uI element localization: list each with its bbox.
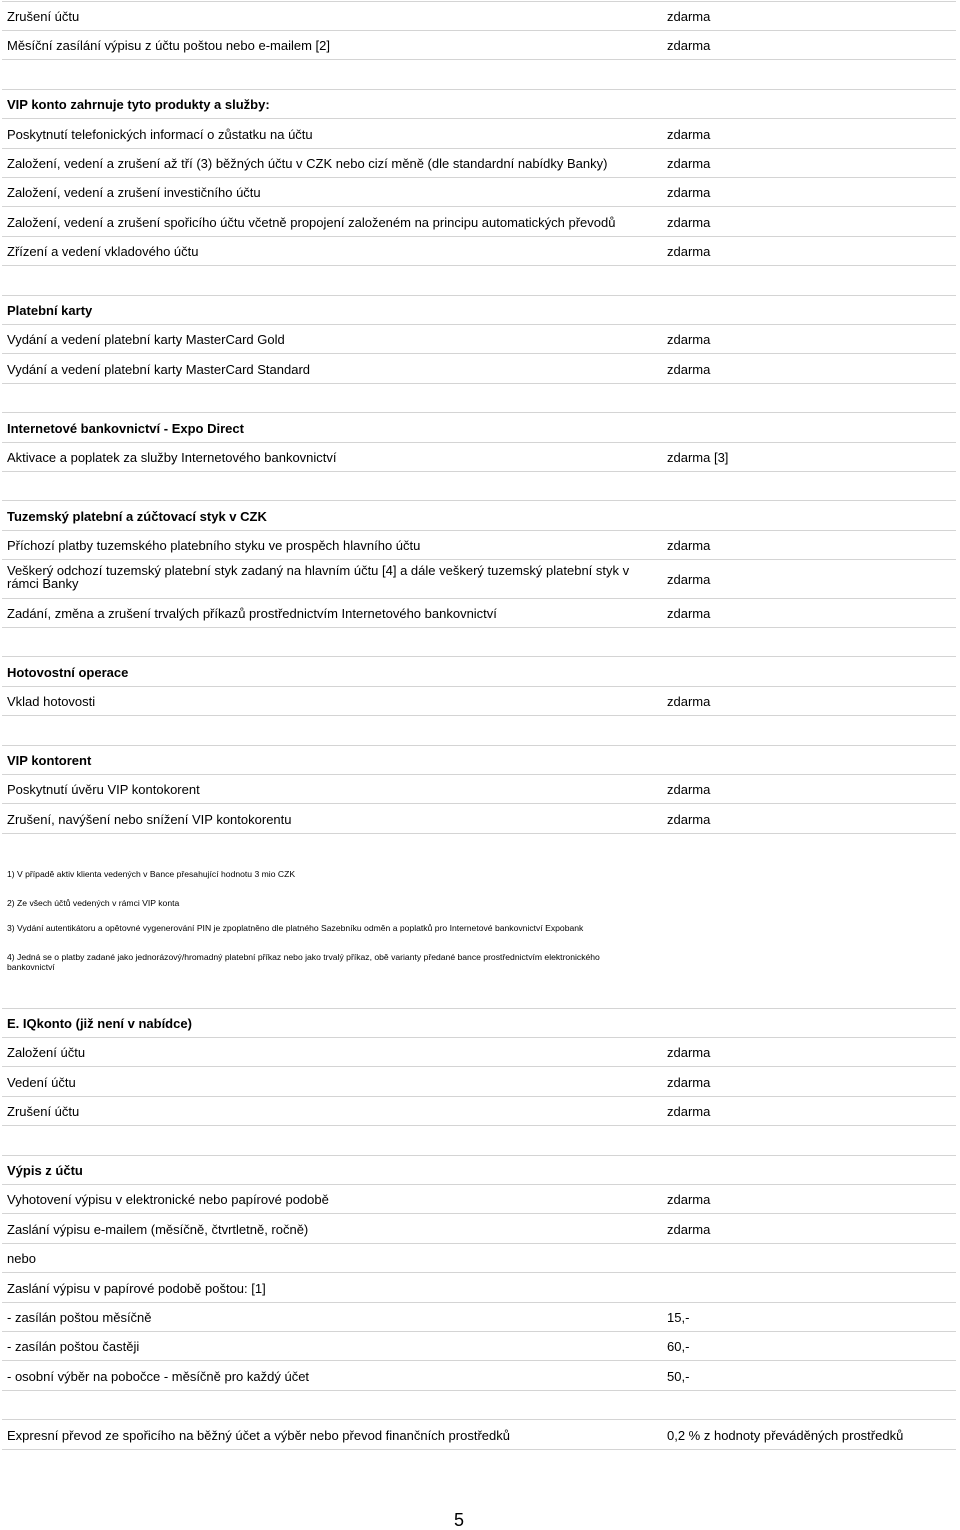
section-heading-row	[2, 657, 956, 687]
section-heading: VIP konto zahrnuje tyto produkty a služby:	[7, 97, 270, 113]
section-heading: VIP kontorent	[7, 753, 92, 768]
fee-label: Vedení účtu	[7, 1074, 76, 1090]
fee-value: zdarma	[667, 9, 711, 24]
fee-row	[2, 1067, 956, 1097]
fee-value: 0,2 % z hodnoty převáděných prostředků	[667, 1427, 904, 1443]
fee-label: Expresní převod ze spořicího na běžný účet a výběr nebo převod finančních prostředků	[7, 1427, 510, 1443]
fee-row	[2, 1420, 956, 1450]
fee-value: zdarma	[667, 38, 711, 54]
fee-label: Vklad hotovosti	[7, 694, 96, 710]
section-heading: Výpis z účtu	[7, 1163, 83, 1178]
section-heading-row	[2, 1008, 956, 1038]
fee-label: - osobní výběr na pobočce - měsíčně pro každý účet	[7, 1368, 310, 1384]
spacer-row	[2, 1390, 956, 1420]
section-heading: E. IQkonto (již není v nabídce)	[7, 1016, 192, 1031]
fee-row	[2, 804, 956, 834]
fee-label: Zaslání výpisu e-mailem (měsíčně, čtvrtletně, ročně)	[7, 1221, 309, 1237]
footnote: 1) V případě aktiv klienta vedených v Bance přesahující hodnotu 3 mio CZK	[7, 869, 296, 879]
fee-row	[2, 598, 956, 628]
fee-label: Veškerý odchozí tuzemský platební styk zadaný na hlavním účtu [4] a dále veškerý tuzemský platební styk v rámci Banky	[7, 562, 630, 591]
fee-row	[2, 1273, 956, 1303]
fee-row	[2, 1037, 956, 1067]
fee-row	[2, 324, 956, 354]
spacer-row	[2, 60, 956, 90]
fee-value: zdarma	[667, 811, 711, 827]
fee-label: Zrušení účtu	[7, 1104, 80, 1120]
fee-label: Poskytnutí telefonických informací o zůstatku na účtu	[7, 126, 313, 142]
fee-row	[2, 1331, 956, 1361]
fee-label: Příchozí platby tuzemského platebního styku ve prospěch hlavního účtu	[7, 538, 421, 554]
spacer-row	[2, 383, 956, 413]
spacer-row	[2, 716, 956, 746]
fee-label: Zrušení, navýšení nebo snížení VIP kontokorentu	[7, 811, 292, 827]
spacer-row	[2, 471, 956, 501]
fee-value: zdarma	[667, 1221, 711, 1237]
fee-label: Poskytnutí úvěru VIP kontokorent	[7, 782, 200, 798]
fee-label: Zadání, změna a zrušení trvalých příkazů prostřednictvím Internetového bankovnictví	[7, 606, 497, 621]
fee-label: Zrušení účtu	[7, 9, 80, 24]
fee-label: - zasílán poštou měsíčně	[7, 1310, 152, 1325]
fee-label: Založení, vedení a zrušení až tří (3) běžných účtu v CZK nebo cizí měně (dle standardní nabídky Banky)	[7, 156, 608, 171]
fee-value: zdarma	[667, 1045, 711, 1061]
fee-row	[2, 686, 956, 716]
fee-label: Založení, vedení a zrušení spořicího účtu včetně propojení založeném na principu automatických převodů	[7, 214, 616, 230]
fee-row	[2, 1184, 956, 1214]
fee-row	[2, 1302, 956, 1332]
fee-label: Aktivace a poplatek za služby Internetového bankovnictví	[7, 450, 337, 465]
fee-value: zdarma	[667, 571, 711, 587]
fee-row	[2, 774, 956, 804]
fee-row	[2, 1, 956, 31]
fee-value: 60,-	[667, 1339, 690, 1355]
section-heading-row	[2, 413, 956, 443]
fee-label: Zřízení a vedení vkladového účtu	[7, 244, 199, 260]
section-heading: Hotovostní operace	[7, 664, 129, 680]
section-heading: Tuzemský platební a zúčtovací styk v CZK	[7, 508, 267, 524]
fee-value: zdarma	[667, 1192, 711, 1208]
spacer-row	[2, 627, 956, 657]
footnote: 2) Ze všech účtů vedených v rámci VIP konta	[7, 898, 180, 908]
fee-label: Měsíční zasílání výpisu z účtu poštou nebo e-mailem [2]	[7, 38, 330, 54]
section-heading-row	[2, 501, 956, 531]
fee-value: zdarma	[667, 694, 711, 710]
fee-row	[2, 560, 956, 599]
fee-value: zdarma	[667, 244, 711, 260]
fee-value: zdarma	[667, 538, 711, 554]
fee-row	[2, 30, 956, 60]
fee-value: zdarma	[667, 361, 711, 377]
fee-row	[2, 354, 956, 384]
fee-value: zdarma [3]	[667, 450, 729, 465]
fee-value: zdarma	[667, 126, 711, 142]
fee-row	[2, 207, 956, 237]
fee-label: Zaslání výpisu v papírové podobě poštou: [1]	[7, 1280, 266, 1296]
spacer-row	[2, 266, 956, 296]
fee-row	[2, 1096, 956, 1126]
page-number: 5	[453, 1510, 464, 1530]
fee-value: zdarma	[667, 606, 711, 621]
section-heading: Platební karty	[7, 303, 93, 318]
fee-value: zdarma	[667, 185, 711, 201]
section-heading-row	[2, 745, 956, 775]
fee-value: zdarma	[667, 782, 711, 798]
section-heading-row	[2, 1155, 956, 1185]
fee-row	[2, 1243, 956, 1273]
fee-row	[2, 119, 956, 149]
fee-label: Vydání a vedení platební karty MasterCard Standard	[7, 361, 311, 377]
fee-label: Založení, vedení a zrušení investičního účtu	[7, 185, 261, 201]
fee-row	[2, 236, 956, 266]
spacer-row	[2, 1126, 956, 1156]
footnote: 3) Vydání autentikátoru a opětovné vygenerování PIN je zpoplatněno dle platného Sazebníku odměn a poplatků pro Internetové bankovnictví Expobank	[7, 923, 584, 933]
fee-row	[2, 530, 956, 560]
fee-value: zdarma	[667, 1074, 711, 1090]
fee-value: 50,-	[667, 1368, 690, 1384]
fee-value: zdarma	[667, 332, 711, 348]
fee-row	[2, 148, 956, 178]
fee-row	[2, 1361, 956, 1391]
fee-value: zdarma	[667, 214, 711, 230]
fee-value: zdarma	[667, 1104, 711, 1120]
fee-value: 15,-	[667, 1310, 690, 1325]
fee-label: - zasílán poštou častěji	[7, 1339, 140, 1355]
fee-row	[2, 1214, 956, 1244]
section-heading: Internetové bankovnictví - Expo Direct	[7, 420, 244, 436]
fee-label: nebo	[7, 1251, 36, 1267]
fee-label: Vyhotovení výpisu v elektronické nebo papírové podobě	[7, 1192, 329, 1208]
fee-label: Založení účtu	[7, 1045, 86, 1061]
fee-value: zdarma	[667, 156, 711, 171]
fee-row	[2, 177, 956, 207]
fee-row	[2, 442, 956, 472]
section-heading-row	[2, 89, 956, 119]
footnote: 4) Jedná se o platby zadané jako jednorázový/hromadný platební příkaz nebo jako trvalý příkaz, obě varianty předané bance prostřednictvím elektronického bankovnictví	[7, 952, 600, 972]
section-heading-row	[2, 295, 956, 325]
fee-label: Vydání a vedení platební karty MasterCard Gold	[7, 332, 285, 348]
